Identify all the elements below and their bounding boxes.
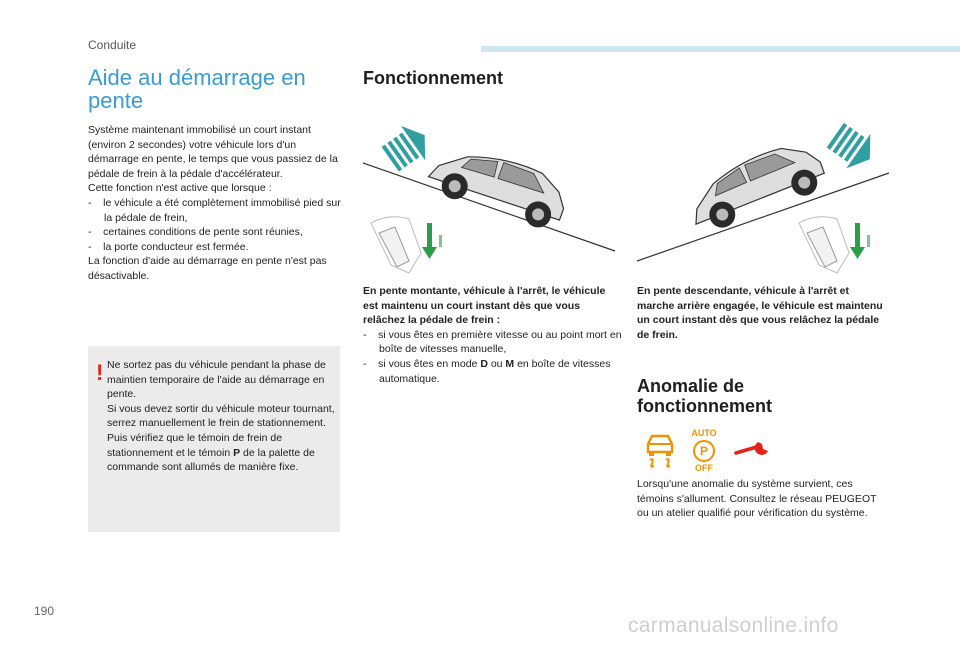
auto-park-off-icon [686,428,722,472]
warning-line-1: Ne sortez pas du véhicule pendant la phase de maintien temporaire de l'aide au démarrage en pente. [107,359,326,401]
warning-text [107,358,337,475]
downhill-arrow-icon [823,118,881,176]
downhill-car-illustration [637,118,892,283]
anomalie-title: Anomalie de fonctionnement [637,376,772,416]
brake-pedal-icon [371,217,442,273]
warning-exclamation-icon: ! [96,360,104,385]
uphill-item: - si vous êtes en mode D ou M en boîte de vitesses automatique. [363,357,611,385]
intro-block [88,123,344,284]
intro-paragraph: Système maintenant immobilisé un court instant (environ 2 secondes) votre véhicule lors d'un démarrage en pente, le temps que vous passiez de la pédale de frein à la pédale d'accélérateur. [88,124,338,180]
uphill-car-illustration [363,118,618,283]
section-label: Conduite [88,38,137,52]
not-deactivatable-note: La fonction d'aide au démarrage en pente n'est pas désactivable. [88,255,327,282]
page-title: Aide au démarrage en pente [88,65,306,113]
park-p-badge: P [693,440,715,462]
service-wrench-icon [732,438,772,460]
header-bar [481,46,960,52]
off-label: OFF [695,463,713,473]
auto-label: AUTO [691,428,717,438]
watermark: carmanualsonline.info [628,614,839,637]
conditions-intro: Cette fonction n'est active que lorsque : [88,182,272,195]
uphill-arrow-icon [378,118,436,176]
page-number: 190 [34,604,55,618]
condition-item: - certaines conditions de pente sont réunies, [88,226,303,239]
fonctionnement-title: Fonctionnement [363,68,503,88]
condition-item: - la porte conducteur est fermée. [88,240,249,253]
brake-pedal-icon [799,217,870,273]
downhill-caption: En pente descendante, véhicule à l'arrêt et marche arrière engagée, le véhicule est maintenu un court instant dès que vous relâchez la pédale de frein. [637,285,883,341]
warning-line-2: Si vous devez sortir du véhicule moteur tournant, serrez manuellement le frein de stationnement. Puis vérifiez que le témoin de frein de stationnement et le témoin P de la palette de commande sont allumés de manière fixe. [107,402,335,474]
uphill-item: - si vous êtes en première vitesse ou au point mort en boîte de vitesses manuelle, [363,328,622,356]
esp-skid-icon [642,430,678,468]
condition-item: - le véhicule a été complètement immobilisé pied sur la pédale de frein, [88,196,341,224]
warning-box [88,346,340,532]
uphill-caption-block [363,284,623,386]
anomalie-text: Lorsqu'une anomalie du système survient, ces témoins s'allument. Consultez le réseau PEUGEOT ou un atelier qualifié pour vérification du système. [637,478,877,520]
uphill-caption: En pente montante, véhicule à l'arrêt, le véhicule est maintenu un court instant dès que vous relâchez la pédale de frein : [363,285,606,327]
